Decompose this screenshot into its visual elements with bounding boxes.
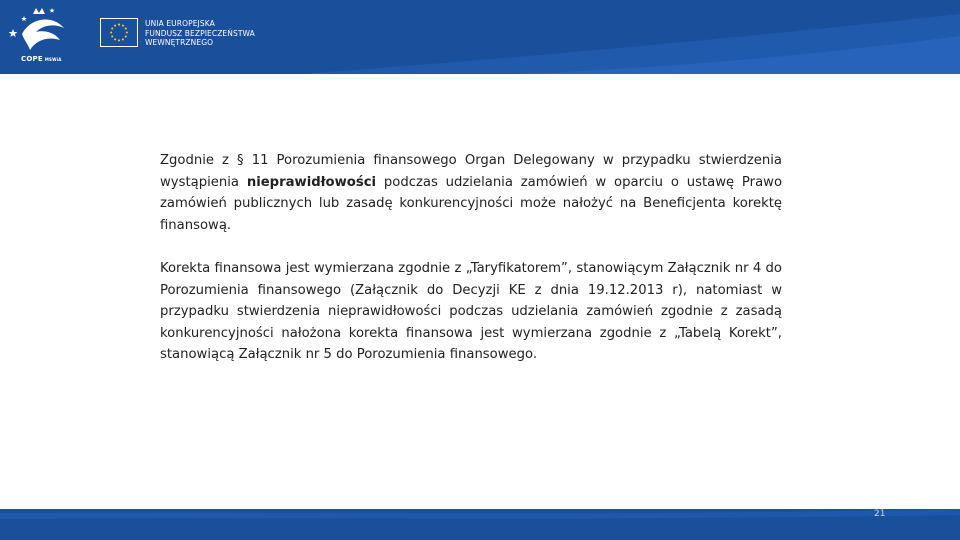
eu-flag-icon [100,18,138,47]
slide-body [160,150,782,388]
bold-term: nieprawidłowości [246,174,377,190]
eu-label-line-1: UNIA EUROPEJSKA [145,19,215,28]
header-decoration [0,0,960,74]
paragraph-1: Zgodnie z § 11 Porozumienia finansowego Organ Delegowany w przypadku stwierdzenia wystąpienia nieprawidłowości podczas udzielania zamówień w oparciu o ustawę Prawo zamówień publicznych lub zasadę konkurencyjności może nałożyć na Beneficjenta korektę finansową. [160,153,783,233]
cope-logo-text: COPE MSWiA [21,55,62,63]
footer-bar [0,509,960,540]
page-number: 21 [874,509,886,519]
eu-label-line-3: WEWNĘTRZNEGO [145,38,214,47]
footer-decoration [0,509,960,540]
header-bar [0,0,960,74]
eu-fund-label [145,19,255,48]
eu-label-line-2: FUNDUSZ BEZPIECZEŃSTWA [145,28,255,38]
paragraph-2: Korekta finansowa jest wymierzana zgodnie z „Taryfikatorem”, stanowiącym Załącznik nr 4 do Porozumienia finansowego (Załącznik do Decyzji KE z dnia 19.12.2013 r), natomiast w przypadku stwierdzenia nieprawidłowości podczas udzielania zamówień zgodnie z zasadą konkurencyjności nałożona korekta finansowa jest wymierzana zgodnie z „Tabelą Korekt”, stanowiącą Załącznik nr 5 do Porozumienia finansowego. [160,260,782,363]
